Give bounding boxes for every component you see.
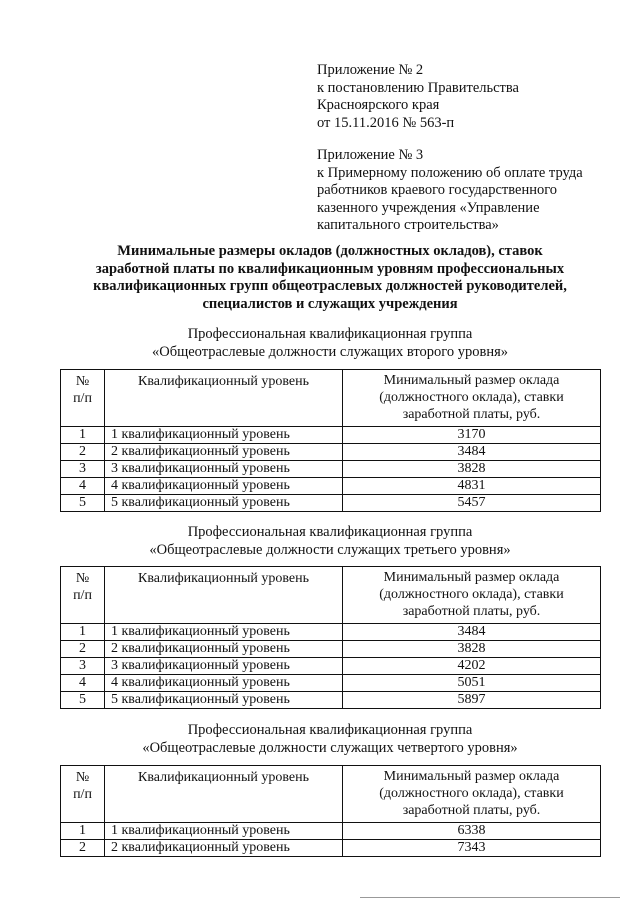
- row-num: 1: [61, 624, 105, 641]
- header-text: п/п: [73, 787, 92, 802]
- group-heading-line: «Общеотраслевые должности служащих второго уровня»: [151, 343, 509, 360]
- group-heading: [60, 722, 600, 757]
- row-num: 4: [61, 675, 105, 692]
- salary-table: [60, 369, 601, 512]
- table-row: [61, 624, 601, 641]
- header-text: Минимальный размер оклада: [383, 570, 560, 585]
- row-num: 2: [61, 840, 105, 857]
- row-num: 3: [61, 461, 105, 478]
- row-num: 2: [61, 444, 105, 461]
- appendix-line: Красноярского края: [317, 97, 440, 113]
- header-num: [61, 370, 105, 427]
- row-salary: 7343: [343, 840, 601, 857]
- title-line: Минимальные размеры окладов (должностных окладов), ставок: [117, 243, 543, 259]
- header-num: [61, 567, 105, 624]
- row-num: 4: [61, 478, 105, 495]
- row-salary: 3828: [343, 461, 601, 478]
- appendix-2-block: [317, 62, 519, 132]
- row-salary: 3484: [343, 624, 601, 641]
- row-salary: 4202: [343, 658, 601, 675]
- table-row: [61, 658, 601, 675]
- header-text: №: [75, 770, 90, 785]
- row-level: 3 квалификационный уровень: [105, 658, 343, 675]
- row-level: 4 квалификационный уровень: [105, 675, 343, 692]
- row-level: 2 квалификационный уровень: [105, 641, 343, 658]
- header-text: заработной платы, руб.: [402, 803, 541, 818]
- row-level: 2 квалификационный уровень: [105, 444, 343, 461]
- header-num: [61, 766, 105, 823]
- group-heading: [60, 326, 600, 361]
- appendix-3-block: [317, 147, 583, 235]
- table-row: [61, 840, 601, 857]
- header-salary: [343, 567, 601, 624]
- appendix-line: работников краевого государственного: [317, 182, 558, 198]
- row-salary: 3828: [343, 641, 601, 658]
- header-text: Минимальный размер оклада: [383, 769, 560, 784]
- appendix-line: Приложение № 2: [317, 62, 424, 78]
- row-level: 4 квалификационный уровень: [105, 478, 343, 495]
- table-row: [61, 675, 601, 692]
- header-level: Квалификационный уровень: [105, 370, 343, 427]
- row-level: 5 квалификационный уровень: [105, 692, 343, 709]
- page-bottom-rule: [360, 897, 620, 898]
- appendix-line: казенного учреждения «Управление: [317, 199, 540, 216]
- appendix-line: Приложение № 3: [317, 147, 424, 163]
- group-heading-line: Профессиональная квалификационная группа: [187, 722, 473, 738]
- header-level: Квалификационный уровень: [105, 766, 343, 823]
- document-title: [60, 243, 600, 313]
- table-row: [61, 478, 601, 495]
- row-num: 5: [61, 692, 105, 709]
- row-salary: 5051: [343, 675, 601, 692]
- row-level: 1 квалификационный уровень: [105, 624, 343, 641]
- row-num: 2: [61, 641, 105, 658]
- row-num: 3: [61, 658, 105, 675]
- row-salary: 3484: [343, 444, 601, 461]
- table-header-row: [61, 766, 601, 823]
- appendix-line: капитального строительства»: [317, 217, 499, 233]
- table-row: [61, 823, 601, 840]
- table-row: [61, 427, 601, 444]
- header-level: Квалификационный уровень: [105, 567, 343, 624]
- row-num: 1: [61, 823, 105, 840]
- group-heading-line: «Общеотраслевые должности служащих третьего уровня»: [149, 541, 511, 558]
- header-salary: [343, 370, 601, 427]
- header-text: №: [75, 374, 90, 389]
- appendix-line: к постановлению Правительства: [317, 79, 519, 96]
- salary-table: [60, 765, 601, 857]
- group-heading-line: «Общеотраслевые должности служащих четвертого уровня»: [142, 739, 518, 756]
- row-salary: 5457: [343, 495, 601, 512]
- row-level: 2 квалификационный уровень: [105, 840, 343, 857]
- appendix-line: к Примерному положению об оплате труда: [317, 164, 583, 181]
- table-row: [61, 692, 601, 709]
- table-header-row: [61, 567, 601, 624]
- header-text: заработной платы, руб.: [402, 407, 541, 422]
- header-salary: [343, 766, 601, 823]
- row-level: 1 квалификационный уровень: [105, 427, 343, 444]
- row-salary: 6338: [343, 823, 601, 840]
- header-text: п/п: [73, 391, 92, 406]
- header-text: (должностного оклада), ставки: [379, 786, 564, 801]
- group-heading-line: Профессиональная квалификационная группа: [187, 524, 473, 540]
- row-salary: 4831: [343, 478, 601, 495]
- row-num: 5: [61, 495, 105, 512]
- title-line: заработной платы по квалификационным уровням профессиональных: [95, 260, 565, 277]
- table-row: [61, 461, 601, 478]
- salary-table: [60, 566, 601, 709]
- row-salary: 5897: [343, 692, 601, 709]
- table-row: [61, 495, 601, 512]
- appendix-line: от 15.11.2016 № 563-п: [317, 114, 455, 131]
- header-text: №: [75, 571, 90, 586]
- group-heading-line: Профессиональная квалификационная группа: [187, 326, 473, 342]
- header-text: Минимальный размер оклада: [383, 373, 560, 388]
- header-text: п/п: [73, 588, 92, 603]
- row-level: 5 квалификационный уровень: [105, 495, 343, 512]
- table-row: [61, 641, 601, 658]
- header-text: (должностного оклада), ставки: [379, 390, 564, 405]
- row-num: 1: [61, 427, 105, 444]
- header-text: (должностного оклада), ставки: [379, 587, 564, 602]
- table-header-row: [61, 370, 601, 427]
- table-row: [61, 444, 601, 461]
- title-line: специалистов и служащих учреждения: [202, 295, 458, 312]
- header-text: заработной платы, руб.: [402, 604, 541, 619]
- row-level: 1 квалификационный уровень: [105, 823, 343, 840]
- group-heading: [60, 524, 600, 559]
- row-salary: 3170: [343, 427, 601, 444]
- row-level: 3 квалификационный уровень: [105, 461, 343, 478]
- title-line: квалификационных групп общеотраслевых должностей руководителей,: [93, 278, 567, 294]
